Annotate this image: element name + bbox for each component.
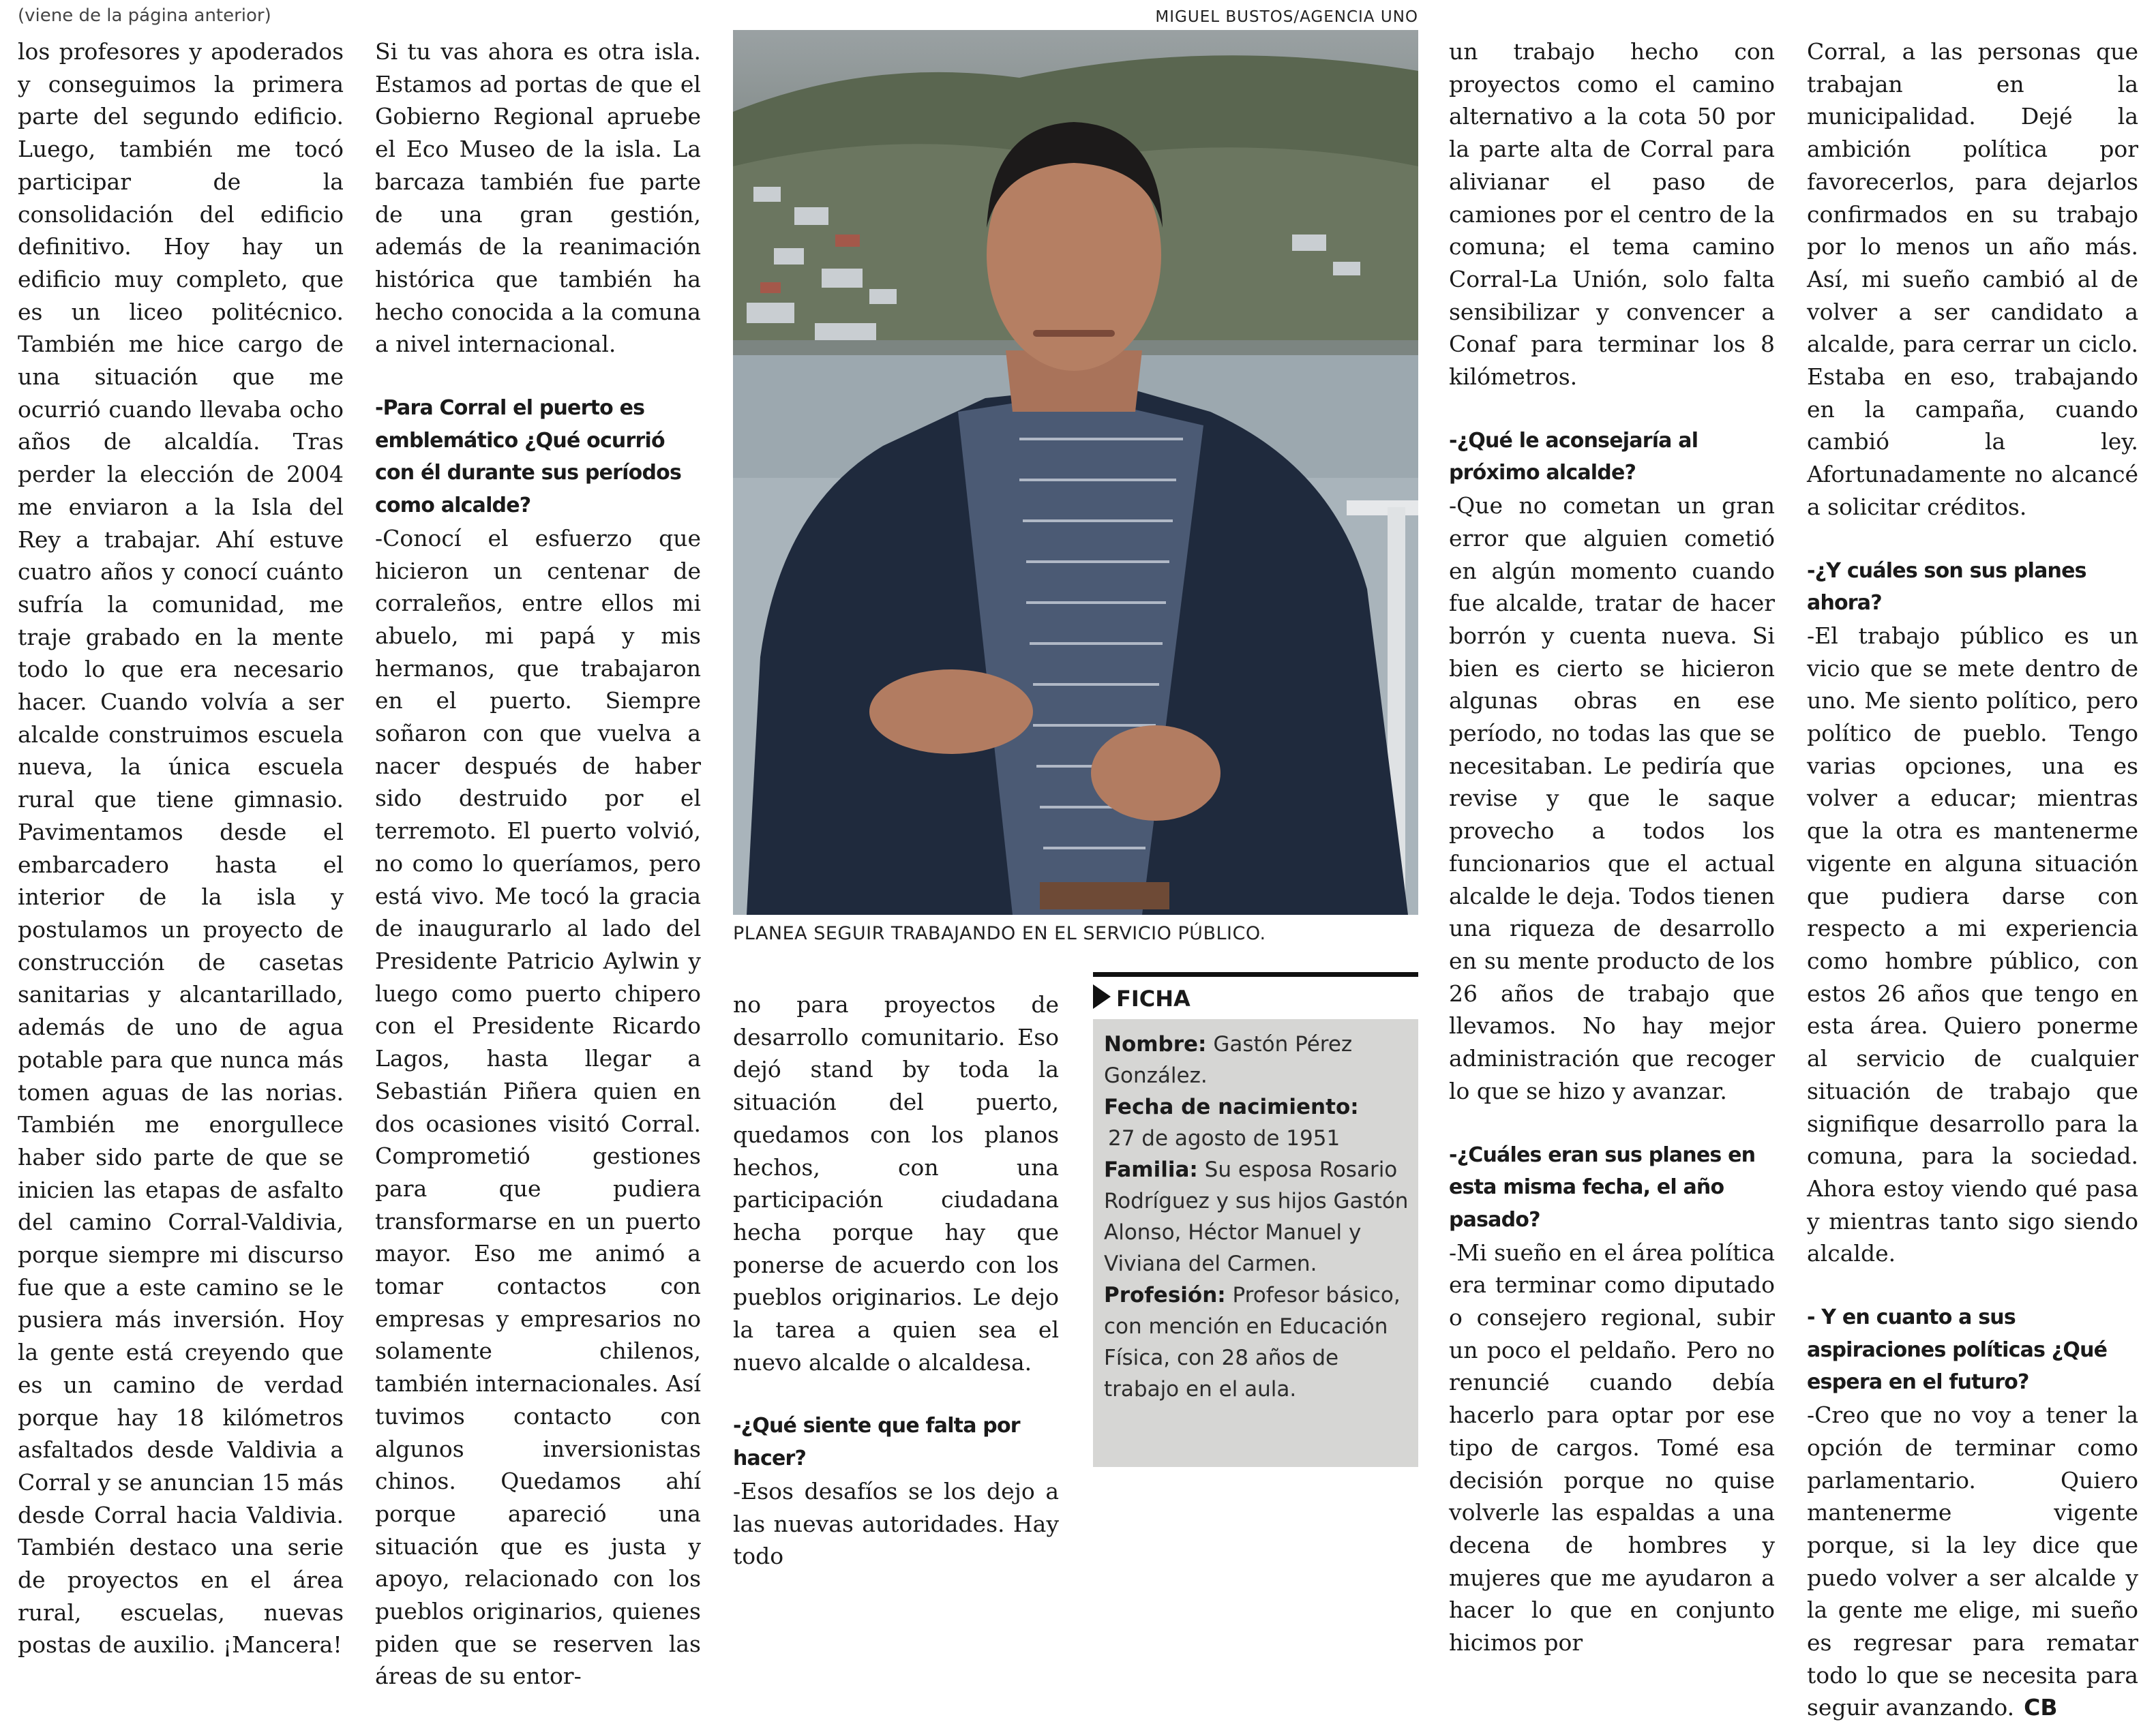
ficha-nombre [1104,1029,1409,1091]
end-of-article-mark: CB [2024,1694,2058,1721]
ficha-nacimiento-value: 27 de agosto de 1951 [1108,1126,1341,1151]
ficha-heading [1093,980,1418,1017]
interview-question: -¿Qué le aconsejaría al próximo alcalde? [1449,428,1698,485]
triangle-marker-icon [1093,984,1111,1009]
photo-caption: PLANEA SEGUIR TRABAJANDO EN EL SERVICIO PÚBLICO. [733,923,1266,944]
ficha-familia-value: Su esposa Rosario Rodríguez y sus hijos Gastón Alonso, Héctor Manuel y Viviana del Carmen. [1104,1158,1409,1276]
article-paragraph: -Que no cometan un gran error que alguien cometió en algún momento cuando fue alcalde, tratar de hacer borrón y cuenta nueva. Si bien es cierto se hicieron algunas obras en ese período, no todas las que se necesitaban. Le pediría que revise y que le saque provecho a todos los funcionarios que el actual alcalde le deja. Todos tienen una riqueza de desarrollo en su mente producto de los 26 años de trabajo que llevamos. No hay mejor administración que recoger lo que se hizo y avanzar. [1449,492,1775,1104]
ficha-profesion-label: Profesión: [1104,1283,1226,1307]
portrait-illustration [733,30,1418,915]
ficha-nacimiento-label: Fecha de nacimiento: [1104,1095,1359,1119]
article-paragraph: -El trabajo público es un vicio que se mete dentro de uno. Me siento político, pero político de pueblo. Tengo varias opciones, una es volver a educar; mientras que la otra es mantenerme vigente en alguna situación que pudiera darse con respecto a mi experiencia como hombre público, con estos 26 años que tengo en esta área. Quiero ponerme al servicio de cualquier situación de trabajo que signifique desarrollo para la comuna, para la sociedad. Ahora estoy viendo qué pasa y mientras tanto sigo siendo alcalde. [1807,622,2138,1267]
profile-factbox [1093,1019,1418,1467]
ficha-nacimiento [1104,1091,1409,1123]
article-paragraph: no para proyectos de desarrollo comunitario. Eso dejó stand by toda la situación del puerto, quedamos con los planos hechos, con una participación ciudadana hecha porque hay que ponerse de acuerdo con los pueblos originarios. Le dejo la tarea a quien sea el nuevo alcalde o alcaldesa. [733,991,1059,1376]
article-closing-text: -Creo que no voy a tener la opción de terminar como parlamentario. Quiero mantenerme vigente porque, si la ley dice que puedo volver a ser alcalde y la gente me elige, mi sueño es regresar para rematar todo lo que se necesita para seguir avanzando. [1807,1402,2138,1721]
article-paragraph: -Mi sueño en el área política era terminar como diputado o consejero regional, subir un poco el peldaño. Pero no renuncié cuando debía hacerlo para optar por ese tipo de cargos. Tomé esa decisión porque no quise volverle las espaldas a una decena de hombres y mujeres que me ayudaron a hacer lo que en conjunto hicimos por [1449,1239,1775,1657]
ficha-familia [1104,1154,1409,1280]
article-paragraph: los profesores y apoderados y conseguimos la primera parte del segundo edificio. Luego, también me tocó participar de la consolidación del edificio definitivo. Hoy hay un edificio muy completo, que es un liceo politécnico. También me hice cargo de una situación que me ocurrió cuando llevaba ocho años de alcaldía. Tras perder la elección de 2004 me enviaron a la Isla del Rey a trabajar. Ahí estuve cuatro años y conocí cuánto sufría la comunidad, me traje grabado en la mente todo lo que era necesario hacer. Cuando volvía a ser alcalde construimos escuela nueva, la única escuela rural que tiene gimnasio. Pavimentamos desde el embarcadero hasta el interior de la isla y postulamos un proyecto de construcción de casetas sanitarias y alcantarillado, además de uno de agua potable para que nunca más tomen aguas de las norias. También me enorgullece haber sido parte de que se inicien las etapas de asfalto del camino Corral-Valdivia, porque siempre mi discurso fue que a este camino se le pusiera más inversión. Hoy la gente está creyendo que es un camino de verdad porque hay 18 kilómetros asfaltados desde Valdivia a Corral y se anuncian 15 más desde Corral hacia Valdivia. También destaco una serie de proyectos en el área rural, escuelas, nuevas postas de auxilio. ¡Mancera! [18,38,344,1659]
ficha-nombre-label: Nombre: [1104,1032,1207,1057]
ficha-profesion [1104,1280,1409,1405]
photo-credit: MIGUEL BUSTOS/AGENCIA UNO [1155,8,1418,26]
ficha-heading-text: FICHA [1116,986,1191,1012]
article-paragraph: un trabajo hecho con proyectos como el camino alternativo a la cota 50 por la parte alta de Corral para alivianar el paso de camiones por el centro de la comuna; el tema camino Corral-La Unión, solo falta sensibilizar y convencer a Conaf para terminar los 8 kilómetros. [1449,38,1775,391]
continued-from-previous-page-label: (viene de la página anterior) [18,5,271,26]
article-column-4 [1449,35,1775,1657]
ficha-familia-label: Familia: [1104,1158,1198,1182]
article-paragraph: -Conocí el esfuerzo que hicieron un centenar de corraleños, entre ellos mi abuelo, mi papá y mis hermanos, que trabajaron en el puerto. Siempre soñaron con que vuelva a nacer después de haber sido destruido por el terremoto. El puerto volvió, no como lo queríamos, pero está vivo. Me tocó la gracia de inaugurarlo al lado del Presidente Patricio Aylwin y luego como puerto chipero con el Presidente Ricardo Lagos, hasta llegar a Sebastián Piñera quien en dos ocasiones visitó Corral. Comprometió gestiones para que pudiera transformarse en un puerto mayor. Eso me animó a tomar contactos con empresas y empresarios no solamente chilenos, también internacionales. Así tuvimos contacto con algunos inversionistas chinos. Quedamos ahí porque apareció una situación que es justa y apoyo, relacionado con los pueblos originarios, quienes piden que se reserven las áreas de su entor- [375,524,701,1690]
article-column-2 [375,35,701,1690]
article-column-1 [18,35,344,1659]
article-paragraph: Si tu vas ahora es otra isla. Estamos ad portas de que el Gobierno Regional apruebe el Eco Museo de la isla. La barcaza también fue parte de una gran gestión, además de la reanimación histórica que también ha hecho conocida a la comuna a nivel internacional. [375,38,701,358]
interview-question: -¿Y cuáles son sus planes ahora? [1807,558,2086,616]
article-paragraph: -Esos desafíos se los dejo a las nuevas autoridades. Hay todo [733,1477,1059,1570]
interview-question: -¿Qué siente que falta por hacer? [733,1414,1020,1471]
interview-question: -¿Cuáles eran sus planes en esta misma fecha, el año pasado? [1449,1143,1756,1232]
article-column-5 [1807,35,2138,1721]
article-column-3 [733,988,1059,1570]
ficha-nombre-value: Gastón Pérez González. [1104,1032,1353,1088]
ficha-profesion-value: Profesor básico, con mención en Educación Física, con 28 años de trabajo en el aula. [1104,1283,1401,1402]
mayor-portrait-photo [733,30,1418,915]
interview-question: -Para Corral el puerto es emblemático ¿Qué ocurrió con él durante sus períodos como alcalde? [375,396,681,518]
article-paragraph: Corral, a las personas que trabajan en la municipalidad. Dejé la ambición política por favorecerlos, para dejarlos confirmados en su trabajo por lo menos un año más. Así, mi sueño cambió al de volver a ser candidato a alcalde, para cerrar un ciclo. Estaba en eso, trabajando en la campaña, cuando cambió la ley. Afortunadamente no alcancé a solicitar créditos. [1807,38,2138,520]
ficha-top-rule [1093,972,1418,977]
interview-question: - Y en cuanto a sus aspiraciones políticas ¿Qué espera en el futuro? [1807,1305,2108,1395]
article-paragraph [1807,1399,2138,1724]
